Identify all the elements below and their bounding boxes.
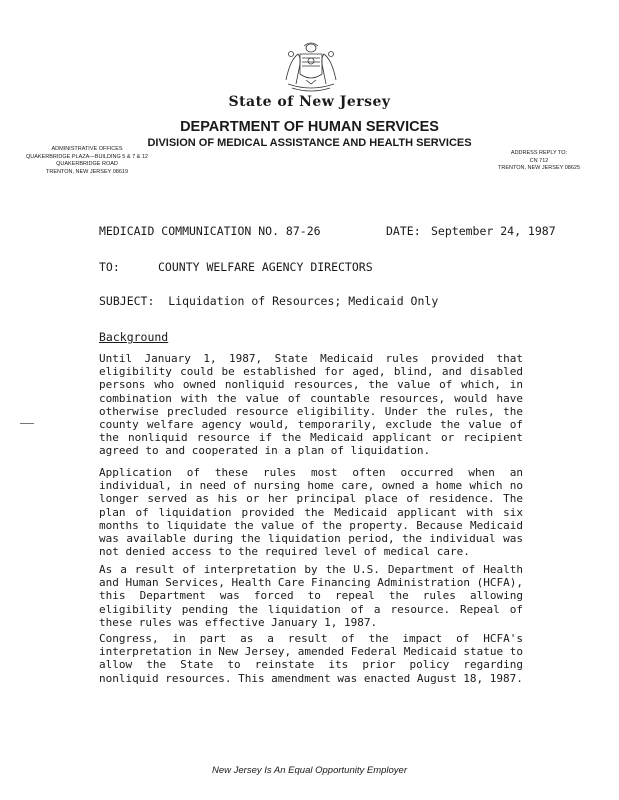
address-line: CN 712: [529, 157, 549, 164]
department-title: DEPARTMENT OF HUMAN SERVICES: [180, 119, 439, 135]
margin-mark: [20, 423, 34, 424]
to-recipients: COUNTY WELFARE AGENCY DIRECTORS: [158, 260, 373, 274]
address-line: ADDRESS REPLY TO:: [510, 150, 568, 156]
division-title: DIVISION OF MEDICAL ASSISTANCE AND HEALTH SERVICES: [147, 137, 472, 149]
section-heading: Background: [99, 330, 169, 344]
date-label: DATE:: [386, 224, 421, 238]
address-line: ADMINISTRATIVE OFFICES: [51, 146, 123, 152]
body-paragraph: Until January 1, 1987, State Medicaid rules provided that eligibility could be established for aged, blind, and disabled persons who owned nonliquid resources, the value of which, in combination with the value of countable resources, would have otherwise precluded resource eligibility. Under the rules, the county welfare agency would, temporarily, exclude the value of the nonliquid resource if the Medicaid applicant or recipient agreed to and cooperated in a plan of liquidation.: [99, 352, 523, 458]
body-paragraph: Congress, in part as a result of the impact of HCFA's interpretation in New Jersey, amended Federal Medicaid statue to allow the State to reinstate its prior policy regarding nonliquid resources. This amendment was enacted August 18, 1987.: [99, 632, 523, 685]
address-line: TRENTON, NEW JERSEY 08619: [45, 168, 129, 175]
body-paragraph: As a result of interpretation by the U.S. Department of Health and Human Services, Health Care Financing Administration (HCFA), this Department was forced to repeal the rules allowing eligibility pending the liquidation of a resource. Repeal of these rules was effective January 1, 1987.: [99, 563, 523, 629]
communication-number: MEDICAID COMMUNICATION NO. 87-26: [99, 224, 321, 238]
state-name: State of New Jersey: [228, 94, 391, 110]
address-line: QUAKERBRIDGE PLAZA—BUILDING 5 & 7 & 12: [26, 153, 148, 160]
address-line: TRENTON, NEW JERSEY 08625: [497, 165, 581, 171]
body-paragraph: Application of these rules most often occurred when an individual, in need of nursing home care, owned a home which no longer served as his or her principal place of residence. The plan of liquidation provided the Medicaid applicant with six months to liquidate the value of the property. Because Medicaid was available during the liquidation period, the individual was not denied access to the required level of medical care.: [99, 466, 523, 559]
address-line: QUAKERBRIDGE ROAD: [56, 161, 118, 167]
to-label: TO:: [99, 260, 120, 274]
date-value: September 24, 1987: [431, 224, 556, 238]
subject-line: SUBJECT: Liquidation of Resources; Medicaid Only: [99, 294, 439, 308]
administrative-address: [12, 146, 162, 176]
reply-address: [484, 150, 594, 173]
state-seal-icon: [282, 40, 340, 94]
footer-statement: New Jersey Is An Equal Opportunity Employer: [211, 765, 407, 776]
